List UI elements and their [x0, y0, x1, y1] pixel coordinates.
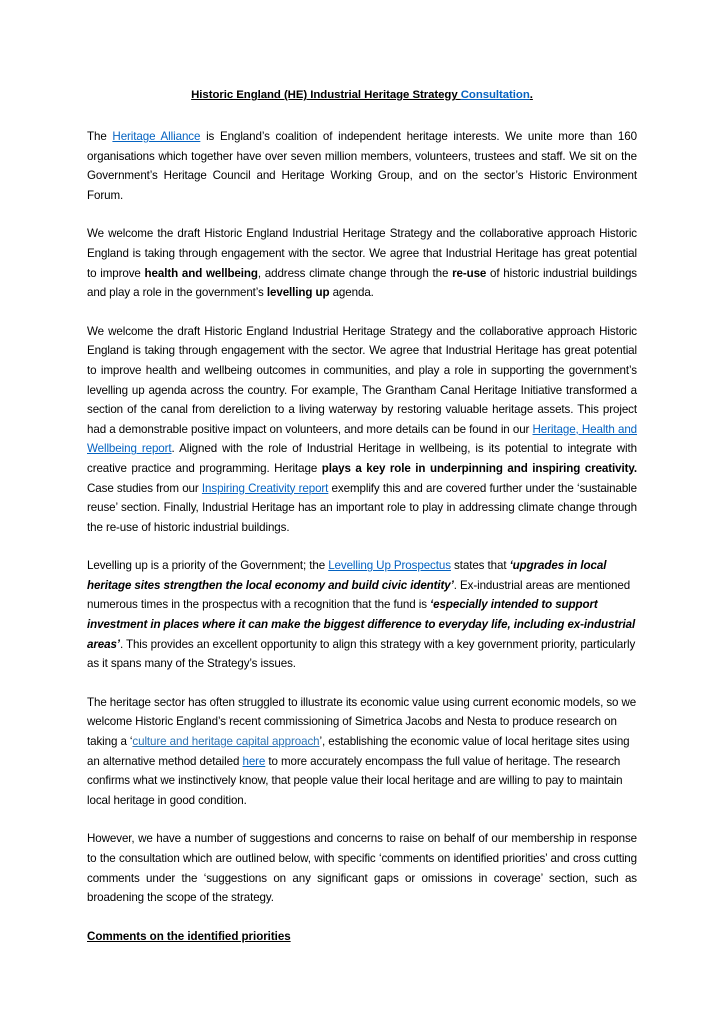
paragraph-welcome-short — [87, 224, 637, 302]
consultation-link[interactable]: Consultation — [460, 89, 530, 101]
section-heading-comments: Comments on the identified priorities — [87, 929, 291, 943]
heritage-alliance-link[interactable]: Heritage Alliance — [112, 130, 201, 143]
welcome-short-seg3: of historic industrial buildings and play a role in the government’s — [87, 266, 637, 300]
welcome-short-seg2: , address climate change through the — [257, 266, 453, 280]
key-role-creativity-bold: plays a key role in underpinning and inspiring creativity. — [321, 461, 637, 475]
levelling-up-seg1: Levelling up is a priority of the Government; the — [87, 559, 329, 573]
welcome-short-seg1: We welcome the draft Historic England Industrial Heritage Strategy and the collaborative approach Historic England is taking through engagement with the sector. We agree that Industrial Heritage has great potential to improve — [87, 227, 637, 280]
economic-value-seg2: ’, establishing the economic value of local heritage sites using an alternative method detailed — [87, 735, 630, 768]
levelling-up-bold: levelling up — [266, 286, 330, 300]
health-wellbeing-bold: health and wellbeing — [144, 266, 258, 280]
levelling-up-seg2: states that — [450, 559, 510, 573]
economic-value-seg3: to more accurately encompass the full value of heritage. The research confirms what we instinctively know, that people value their local heritage and are willing to pay to maintain local heritage in good condition. — [87, 754, 623, 807]
welcome-long-seg4: exemplify this and are covered further under the ‘sustainable reuse’ section. Finally, Industrial Heritage has an important role to play in addressing climate change through the re-use of historic industrial buildings. — [87, 481, 638, 534]
paragraph-levelling-up — [87, 556, 637, 674]
welcome-long-seg1: We welcome the draft Historic England Industrial Heritage Strategy and the collaborative approach Historic England is taking through engagement with the sector. We agree that Industrial Heritage has great potential to improve health and wellbeing outcomes in communities, and play a role in supporting the government’s levelling up agenda across the country. For example, The Grantham Canal Heritage Initiative transformed a section of the canal from dereliction to a living waterway by restoring valuable heritage assets. This project had a demonstrable positive impact on volunteers, and more details can be found in our — [87, 324, 637, 436]
welcome-short-seg4: agenda. — [329, 286, 374, 300]
paragraph-intro — [87, 127, 637, 205]
levelling-up-seg4: . This provides an excellent opportunity to align this strategy with a key government priority, particularly as it spans many of the Strategy’s issues. — [87, 637, 636, 671]
document-title-prefix: Historic England (HE) Industrial Heritage Strategy — [191, 89, 461, 101]
levelling-up-prospectus-link[interactable]: Levelling Up Prospectus — [328, 559, 451, 573]
paragraph-suggestions: However, we have a number of suggestions and concerns to raise on behalf of our membership in response to the consultation which are outlined below, with specific ‘comments on identified priorities’ and cross cutting comments under the ‘suggestions on any significant gaps or omissions in coverage’ section, such as broadening the scope of the strategy. — [87, 832, 637, 905]
inspiring-creativity-report-link[interactable]: Inspiring Creativity report — [201, 481, 329, 495]
welcome-long-seg2: . Aligned with the role of Industrial Heritage in wellbeing, is its potential to integrate with creative practice and programming. Heritage — [87, 442, 637, 475]
levelling-up-seg3: . Ex-industrial areas are mentioned numerous times in the prospectus with a recognition that the fund is — [87, 578, 631, 612]
especially-quote-bold-italic: ‘especially intended to support investment in places where it can make the biggest difference to everyday life, including ex-industrial areas’ — [87, 598, 636, 651]
intro-text-before-link: The — [87, 130, 113, 143]
economic-value-seg1: The heritage sector has often struggled to illustrate its economic value using current economic models, so we welcome Historic England’s recent commissioning of Simetrica Jacobs and Nesta to produce research on taking a ‘ — [87, 695, 637, 749]
heritage-health-wellbeing-report-link[interactable]: Heritage, Health and Wellbeing report — [87, 422, 638, 456]
re-use-bold: re-use — [452, 266, 487, 280]
upgrades-quote-bold-italic: ‘upgrades in local heritage sites strengthen the local economy and build civic identity’ — [87, 559, 607, 592]
document-title-suffix: . — [529, 89, 533, 101]
paragraph-welcome-long — [87, 322, 637, 538]
here-link[interactable]: here — [242, 754, 266, 768]
welcome-long-seg3: Case studies from our — [87, 481, 202, 495]
document-title — [87, 86, 637, 105]
culture-heritage-capital-approach-link[interactable]: culture and heritage capital approach — [132, 735, 320, 749]
paragraph-economic-value — [87, 693, 637, 811]
intro-text-after-link: is England’s coalition of independent heritage interests. We unite more than 160 organisations which together have over seven million members, volunteers, trustees and staff. We sit on the Government’s Heritage Council and Heritage Working Group, and on the sector’s Historic Environment Forum. — [87, 130, 637, 202]
